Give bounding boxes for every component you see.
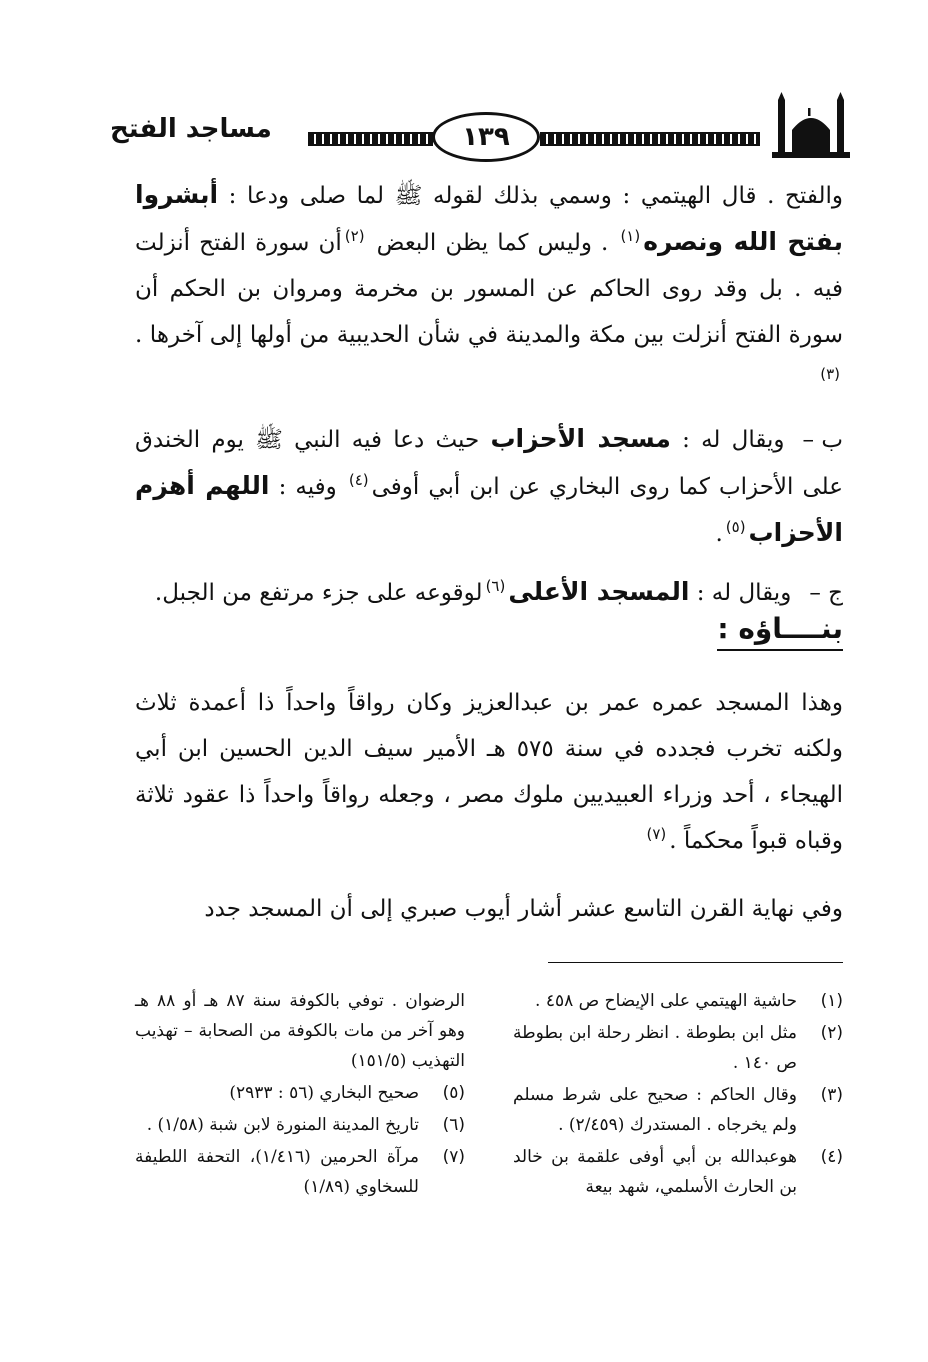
footnote [135,1078,465,1108]
footnote-ref: (٢) [344,227,365,246]
text-run: ويقال له : [670,427,785,453]
paragraph [135,416,843,557]
footnote [513,1142,843,1202]
footnote-text: وقال الحاكم : صحيح على شرط مسلم ولم يخرجاه . المستدرك (٢/٤٥٩) . [513,1085,797,1135]
paragraph [135,680,843,864]
text-run: ويقال له : [689,580,792,606]
footnote [513,1080,843,1140]
footnote-ref: (٤) [348,471,369,490]
footnote-number: (٢) [820,1023,843,1043]
text-run: وفيه : [269,474,346,500]
footnote-text: تاريخ المدينة المنورة لابن شبة (١/٥٨) . [146,1115,419,1135]
text-run: وفي نهاية القرن التاسع عشر أشار أيوب صبري إلى أن المسجد جدد [204,896,843,922]
list-marker: ب – [802,427,843,453]
footnote-number: (١) [820,991,843,1011]
text-run: . وليس كما يظن البعض [367,230,618,256]
footnote-divider [548,962,843,963]
footnote-text: هوعبدالله بن أبي أوفى علقمة بن خالد بن الحارث الأسلمي، شهد بيعة [513,1147,797,1197]
paragraph [135,886,843,932]
paragraph [135,569,843,616]
footnote [513,1018,843,1078]
text-run: وهذا المسجد عمره عمر بن عبدالعزيز وكان رواقاً واحداً ذا أعمدة ثلاث ولكنه تخرب فجدده في سنة ٥٧٥ هـ الأمير سيف الدين الحسين ابن أبي الهيجاء ، أحد وزراء العبيديين ملوك مصر ، وجعله رواقاً واحداً ذا عقود ثلاثة وقباه قبواً محكماً . [135,690,843,854]
footnote-text: مرآة الحرمين (١/٤١٦)، التحفة اللطيفة للسخاوي (١/٨٩) [135,1147,419,1197]
bold-term: مسجد الأحزاب [490,424,671,453]
text-run: حيث دعا فيه النبي ﷺ يوم الخندق على الأحزاب كما روى البخاري عن ابن أبي أوفى [135,427,843,500]
mosque-logo-icon [772,92,850,162]
footnote [513,986,843,1016]
footnote [135,1110,465,1140]
footnote-number: (٣) [820,1085,843,1105]
footnote-text: الرضوان . توفي بالكوفة سنة ٨٧ هـ أو ٨٨ هـ وهو آخر من مات بالكوفة من الصحابة – تهذيب التهذيب (١٥١/٥) [135,991,465,1071]
section-body [135,680,843,954]
footnote-number: (٤) [820,1147,843,1167]
footnotes-right-column [513,986,843,1204]
page-header [110,92,850,164]
header-chain-left [308,132,433,146]
footnote-number: (٥) [442,1083,465,1103]
footnote-ref: (٣) [820,365,840,384]
footnotes-left-column [135,986,465,1204]
header-chain-right [540,132,760,146]
bold-quote: اللهم أهزم الأحزاب [135,471,843,547]
footnote-ref: (٧) [646,825,667,844]
footnote-text: مثل ابن بطوطة . انظر رحلة ابن بطوطة ص ١٤٠ . [513,1023,797,1073]
footnote-text: صحيح البخاري (٥٦ : ٢٩٣٣) [229,1083,419,1103]
bold-quote: أبشروا بفتح الله ونصره [135,180,843,256]
running-title: مساجد الفتح [110,114,272,144]
footnote-text: حاشية الهيتمي على الإيضاح ص ٤٥٨ . [535,991,797,1011]
page-number: ١٣٩ [432,112,540,162]
text-run: أن سورة الفتح أنزلت فيه . بل وقد روى الحاكم عن المسور بن مخرمة ومروان بن الحكم أن سورة الفتح أنزلت بين مكة والمدينة في شأن الحديبية من أولها إلى آخرها . [135,230,843,348]
footnote-continuation [135,986,465,1076]
list-marker: ج – [809,580,843,606]
footnote-ref: (٦) [485,577,506,596]
footnote-ref: (٥) [725,518,746,537]
section-heading: بنــــاؤه : [717,612,843,651]
footnote-number: (٧) [442,1147,465,1167]
paragraph [135,172,843,404]
footnote [135,1142,465,1202]
text-run: والفتح . قال الهيتمي : وسمي بذلك لقوله ﷺ لما صلى ودعا : [218,183,843,209]
footnote-number: (٦) [442,1115,465,1135]
text-run: . [715,521,723,547]
footnote-ref: (١) [620,227,641,246]
bold-term: المسجد الأعلى [508,577,690,606]
body-text [135,172,843,628]
text-run: لوقوعه على جزء مرتفع من الجبل. [154,580,483,606]
